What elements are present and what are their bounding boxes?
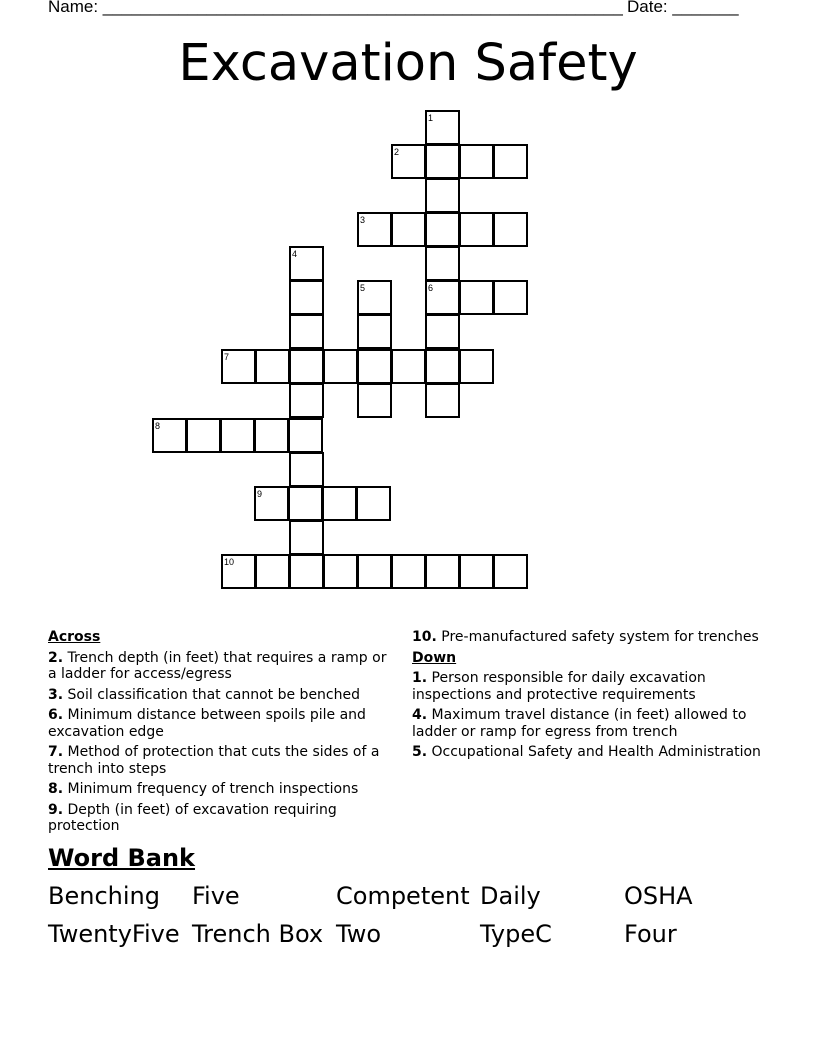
word-bank-word: TwentyFive (48, 920, 180, 948)
down-clue-1 (412, 670, 762, 703)
clue-number: 1. (412, 670, 428, 686)
word-bank-word: Five (192, 882, 240, 910)
crossword-cell[interactable] (288, 486, 323, 521)
crossword-cell[interactable] (493, 554, 528, 589)
clue-text: Depth (in feet) of excavation requiring protection (48, 801, 337, 834)
down-heading: Down (412, 649, 457, 666)
crossword-cell[interactable] (289, 349, 324, 384)
crossword-cell[interactable] (220, 418, 255, 453)
clue-text: Person responsible for daily excavation inspections and protective requirements (412, 670, 706, 703)
across-clue-10 (412, 629, 762, 646)
crossword-cell[interactable] (391, 349, 426, 384)
clue-text: Trench depth (in feet) that requires a ramp or a ladder for access/egress (48, 649, 387, 682)
word-bank-word: Four (624, 920, 677, 948)
crossword-cell[interactable] (289, 520, 324, 555)
clue-number-label: 7 (224, 352, 230, 362)
clue-number: 8. (48, 781, 64, 797)
crossword-cell[interactable] (425, 144, 460, 179)
clue-text: Minimum distance between spoils pile and excavation edge (48, 707, 366, 740)
crossword-cell[interactable] (289, 554, 324, 589)
crossword-cell[interactable] (288, 418, 323, 453)
clue-number-label: 6 (428, 283, 434, 293)
clue-number-label: 4 (292, 249, 298, 259)
crossword-cell[interactable] (322, 486, 357, 521)
clue-number: 5. (412, 744, 428, 760)
clue-number: 6. (48, 707, 64, 723)
clue-number: 10. (412, 629, 437, 645)
clue-text: Maximum travel distance (in feet) allowed to ladder or ramp for egress from trench (412, 707, 747, 740)
word-bank-word: Two (336, 920, 381, 948)
word-bank-title: Word Bank (48, 844, 196, 872)
name-field[interactable]: Name: _______________________________________________________ (48, 0, 623, 16)
clue-number: 7. (48, 744, 64, 760)
word-bank-word: Trench Box (192, 920, 324, 948)
crossword-cell[interactable] (391, 212, 426, 247)
crossword-cell[interactable] (289, 314, 324, 349)
crossword-cell[interactable] (323, 349, 358, 384)
clue-text: Minimum frequency of trench inspections (67, 781, 359, 797)
clue-number-label: 1 (428, 113, 434, 123)
crossword-cell[interactable] (493, 144, 528, 179)
crossword-cell[interactable] (255, 554, 290, 589)
across-heading: Across (48, 629, 101, 645)
word-bank-word: OSHA (624, 882, 693, 910)
crossword-cell[interactable] (425, 383, 460, 418)
clue-text: Pre-manufactured safety system for trenches (441, 629, 759, 645)
crossword-cell[interactable] (425, 314, 460, 349)
clue-number: 3. (48, 686, 64, 703)
crossword-cell[interactable] (459, 349, 494, 384)
crossword-cell[interactable] (493, 212, 528, 247)
clue-number: 4. (412, 707, 428, 723)
crossword-cell[interactable] (255, 349, 290, 384)
clue-number-label: 9 (257, 489, 263, 499)
crossword-cell[interactable] (425, 349, 460, 384)
clue-number-label: 2 (394, 147, 400, 157)
date-field[interactable]: Date: _______ (627, 0, 739, 16)
crossword-cell[interactable] (357, 383, 392, 418)
crossword-cell[interactable] (459, 280, 494, 315)
clue-number-label: 5 (360, 283, 366, 293)
crossword-cell[interactable] (323, 554, 358, 589)
word-bank-word: Competent (336, 882, 470, 910)
across-clue-2 (48, 650, 393, 683)
word-bank-word: TypeC (480, 920, 552, 948)
clue-text: Soil classification that cannot be benched (67, 686, 361, 703)
across-clue-9 (48, 802, 393, 835)
crossword-cell[interactable] (357, 349, 392, 384)
crossword-cell[interactable] (493, 280, 528, 315)
clue-number-label: 10 (224, 557, 235, 567)
page-title: Excavation Safety (178, 34, 638, 93)
crossword-cell[interactable] (425, 178, 460, 213)
crossword-cell[interactable] (425, 246, 460, 281)
clue-number-label: 3 (360, 215, 366, 225)
across-clue-8 (48, 781, 393, 798)
clue-number-label: 8 (155, 421, 161, 431)
crossword-cell[interactable] (254, 418, 289, 453)
crossword-cell[interactable] (356, 486, 391, 521)
crossword-cell[interactable] (357, 314, 392, 349)
word-bank-word: Daily (480, 882, 541, 910)
clue-text: Method of protection that cuts the sides of a trench into steps (48, 744, 380, 777)
word-bank-word: Benching (48, 882, 160, 910)
clue-text: Occupational Safety and Health Administration (431, 744, 761, 760)
down-clue-5 (412, 744, 762, 761)
across-clue-6 (48, 707, 393, 740)
clue-number: 2. (48, 649, 64, 666)
clues-right-column (412, 629, 762, 765)
crossword-cell[interactable] (289, 280, 324, 315)
crossword-cell[interactable] (357, 554, 392, 589)
crossword-cell[interactable] (459, 212, 494, 247)
crossword-cell[interactable] (391, 554, 426, 589)
crossword-cell[interactable] (289, 383, 324, 418)
clue-number: 9. (48, 801, 64, 818)
crossword-cell[interactable] (425, 212, 460, 247)
crossword-cell[interactable] (459, 144, 494, 179)
clues-left-column (48, 629, 393, 839)
across-clue-3 (48, 687, 393, 704)
crossword-cell[interactable] (289, 452, 324, 487)
across-clue-7 (48, 744, 393, 777)
crossword-cell[interactable] (459, 554, 494, 589)
crossword-cell[interactable] (425, 554, 460, 589)
down-clue-4 (412, 707, 762, 740)
crossword-cell[interactable] (186, 418, 221, 453)
